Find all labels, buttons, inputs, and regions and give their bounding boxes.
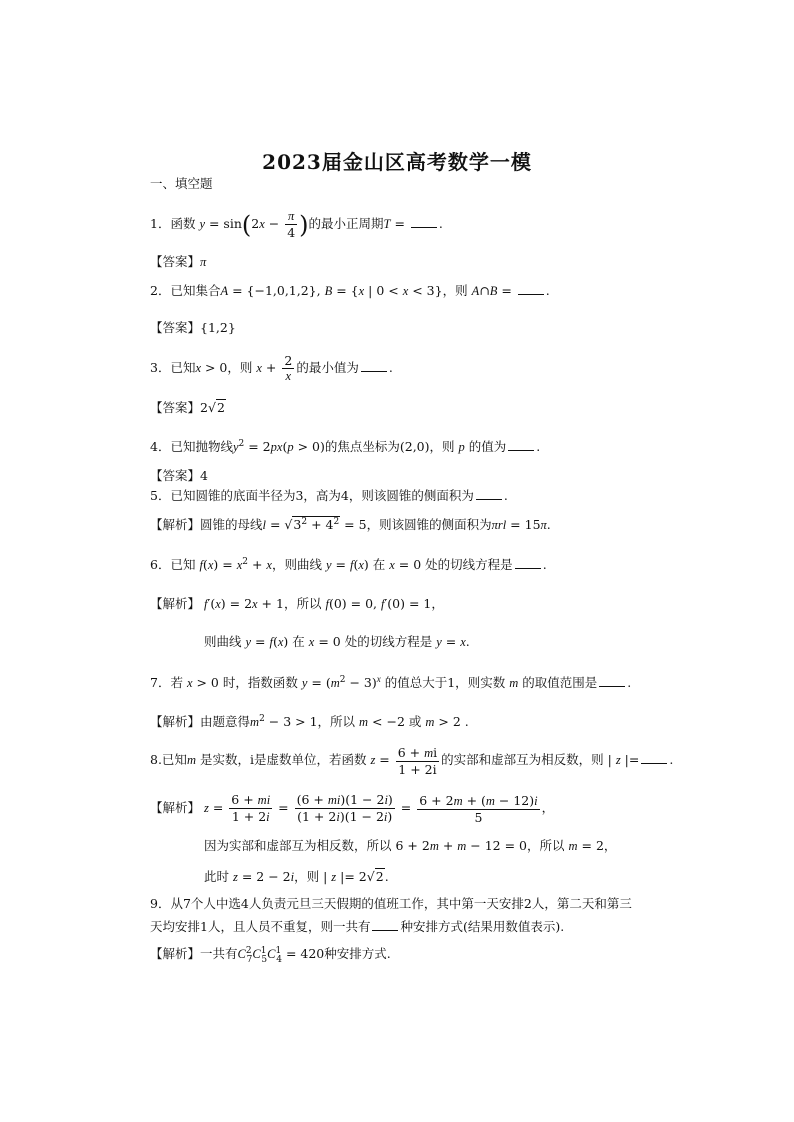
solution-label: 【解析】: [150, 946, 201, 961]
solution-text: 因为实部和虚部互为相反数，所以: [204, 838, 392, 853]
question-9-line2: [150, 918, 564, 935]
solution-9: 【解析】一共有$C^2_7C^1_5C^1_4 = 420$种安排方式.: [150, 945, 391, 965]
answer-value: {1,2}: [200, 320, 236, 335]
answer-4: [150, 468, 208, 484]
question-1: 1．函数 y = sin(2x − $\frac{\pi}{4}$ )的最小正周期T = .: [150, 209, 443, 240]
solution-8-line2: 因为实部和虚部互为相反数，所以 6 + 2m + m − 12 = 0，所以 m = 2，: [204, 838, 617, 853]
q8-text: 8.已知: [150, 752, 187, 767]
answer-label: 【答案】: [150, 400, 201, 415]
q1-text: 1．函数: [150, 216, 196, 231]
q4-suffix2: ，则: [429, 439, 455, 454]
solution-label: 【解析】: [150, 714, 201, 729]
question-6: 6．已知 $f(x) = x^2 + x$，则曲线 y = f(x) 在 x = 0 处的切线方程是 .: [150, 556, 547, 572]
solution-text: 种安排方式.: [324, 946, 391, 961]
question-8: 8.已知m 是实数，i是虚数单位，若函数 z = $\frac{6 + mi}{1 + 2i}$ 的实部和虚部互为相反数，则 | z |= .: [150, 744, 674, 777]
answer-label: 【答案】: [150, 468, 201, 483]
q6-mid: ，则曲线: [271, 557, 322, 572]
solution-6-line2: 则曲线 y = f(x) 在 x = 0 处的切线方程是 y = x.: [204, 634, 470, 649]
question-9: 9．从7个人中选4人负责元旦三天假期的值班工作，其中第一天安排2人，第二天和第三: [150, 896, 632, 911]
solution-label: 【解析】: [150, 800, 201, 815]
question-5: 5．已知圆锥的底面半径为3，高为4，则该圆锥的侧面积为 .: [150, 488, 508, 503]
solution-8: 【解析】 z = $\frac{6 + mi}{1 + 2i}$ = $\frac{(6 + mi)(1 - 2i)}{(1 + 2i)(1 - 2i)}$ = $\frac{6 + 2m + (m - 12)i}{5}$ ，: [150, 792, 555, 825]
answer-value: 4: [200, 468, 208, 483]
q7-text: 7．若: [150, 675, 183, 690]
answer-1: [150, 254, 206, 270]
solution-6: 【解析】 f′(x) = 2x + 1，所以 f(0) = 0, f′(0) = 1，: [150, 596, 444, 611]
q7-suffix2: 的取值范围是: [522, 675, 598, 690]
solution-label: 【解析】: [150, 517, 201, 532]
solution-text: 或: [408, 714, 422, 729]
question-3: 3．已知x > 0，则 x + $\frac{2}{x}$ 的最小值为 .: [150, 353, 393, 383]
q8-suffix: 的实部和虚部互为相反数，则: [441, 752, 604, 767]
answer-3: 【答案】2√2: [150, 400, 225, 415]
solution-label: 【解析】: [150, 596, 201, 611]
solution-text: 一共有: [200, 946, 238, 961]
answer-label: 【答案】: [150, 254, 201, 269]
solution-text: 此时: [204, 869, 230, 884]
q1-suffix: 的最小正周期: [308, 216, 384, 231]
answer-value: π: [200, 255, 207, 269]
q2-text: 2．已知集合: [150, 283, 221, 298]
solution-text: 则曲线: [204, 634, 242, 649]
question-7: 7．若 x > 0 时，指数函数 $y = (m^2 - 3)^x$ 的值总大于1，则实数 m 的取值范围是 .: [150, 673, 632, 690]
answer-2: [150, 320, 236, 336]
q5-text: 5．已知圆锥的底面半径为3，高为4，则该圆锥的侧面积为: [150, 488, 474, 503]
q2-suffix: ，则: [442, 283, 468, 298]
q6-text: 6．已知: [150, 557, 196, 572]
solution-text: ，则: [294, 869, 320, 884]
solution-text: 圆锥的母线: [200, 517, 263, 532]
question-4: 4．已知抛物线$y^2 = 2px(p > 0)$的焦点坐标为(2,0)，则 p 的值为 .: [150, 438, 541, 454]
solution-text: 在: [292, 634, 305, 649]
solution-7: 【解析】由题意得$m^2 - 3 > 1$，所以 m < −2 或 m > 2 .: [150, 713, 469, 729]
q4-text: 4．已知抛物线: [150, 439, 233, 454]
q3-text: 3．已知: [150, 360, 196, 375]
solution-text: 由题意得: [200, 714, 251, 729]
q3-suffix: 的最小值为: [296, 360, 359, 375]
q9-text: 种安排方式(结果用数值表示).: [400, 919, 565, 934]
q6-suffix: 处的切线方程是: [425, 557, 513, 572]
solution-text: ，则该圆锥的侧面积为: [366, 517, 492, 532]
solution-5: 【解析】圆锥的母线$l = √3^2 + 4^2 = 5$，则该圆锥的侧面积为πrl = 15π.: [150, 516, 551, 532]
solution-8-line3: 此时 z = 2 − 2i，则 | z |= 2√2.: [204, 869, 389, 884]
solution-text: 处的切线方程是: [344, 634, 433, 649]
section-heading: 一、填空题: [150, 176, 213, 191]
q7-mid: 时，指数函数: [222, 675, 298, 690]
q4-suffix3: 的值为: [468, 439, 507, 454]
q6-mid2: 在: [372, 557, 386, 572]
solution-text: ，所以: [527, 838, 565, 853]
q7-suffix: 的值总大于1，则实数: [384, 675, 506, 690]
question-2: 2．已知集合A = {−1,0,1,2}, B = {x | 0 < x < 3}，则 A∩B = .: [150, 283, 550, 298]
q8-mid: 是实数，i是虚数单位，若函数: [199, 752, 367, 767]
q9-text: 天均安排1人，且人员不重复，则一共有: [150, 919, 371, 934]
page-title: 2023届金山区高考数学一模: [262, 150, 532, 174]
solution-text: ，所以: [283, 596, 322, 611]
answer-label: 【答案】: [150, 320, 201, 335]
solution-text: ，所以: [317, 714, 356, 729]
q4-suffix: 的焦点坐标为: [324, 439, 400, 454]
